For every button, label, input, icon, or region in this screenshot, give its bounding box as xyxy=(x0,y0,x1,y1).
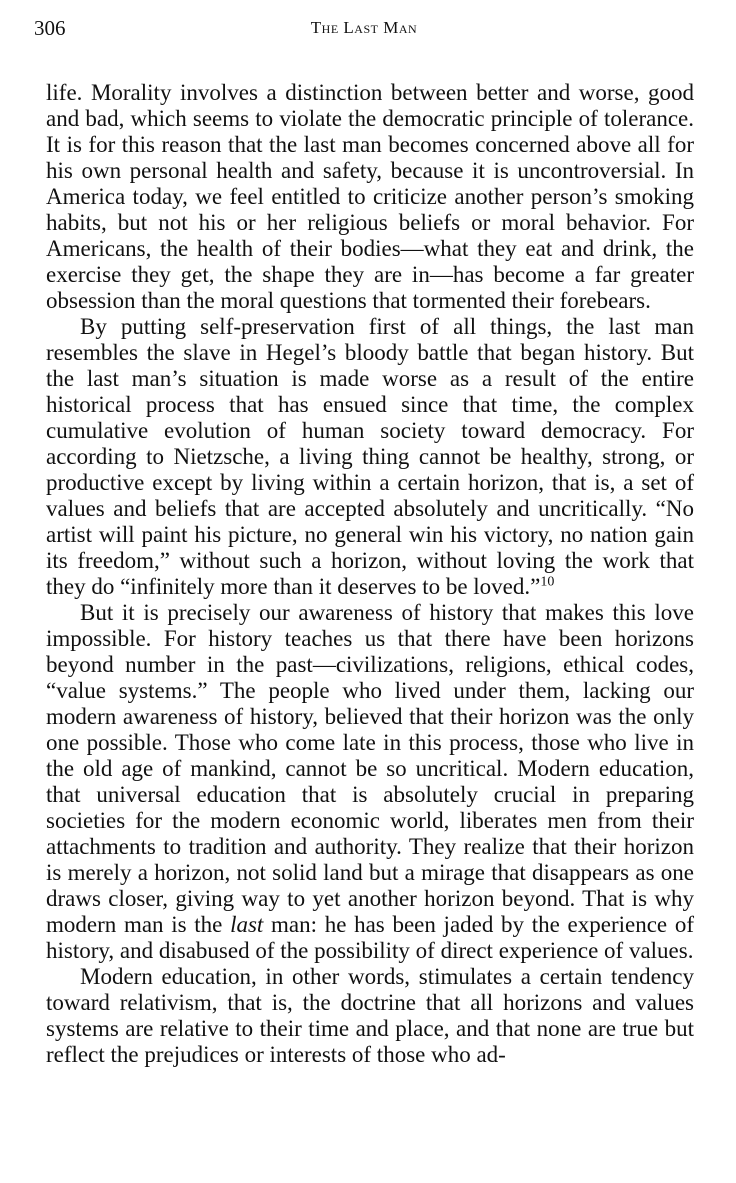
paragraph-2-text: By putting self-preservation first of all things, the last man resembles the slave in Hegel’s bloody battle that began history. But the last man’s situation is made worse as a result of the entire historical process that has ensued since that time, the complex cumulative evolution of human society toward democracy. For according to Nietzsche, a living thing cannot be healthy, strong, or productive except by living within a certain horizon, that is, a set of values and beliefs that are accepted absolutely and uncritically. “No artist will paint his picture, no general win his victory, no nation gain its freedom,” without such a horizon, without loving the work that they do “infinitely more than it deserves to be loved.” xyxy=(46,314,694,599)
paragraph-1-text: life. Morality involves a distinction between better and worse, good and bad, which seems to violate the democratic principle of tolerance. It is for this reason that the last man becomes concerned above all for his own personal health and safety, because it is uncontroversial. In America today, we feel entitled to criticize another person’s smoking habits, but not his or her religious beliefs or moral behavior. For Americans, the health of their bodies—what they eat and drink, the exercise they get, the shape they are in—has become a far greater obsession than the moral questions that tormented their forebears. xyxy=(46,80,694,313)
emphasis-last: last xyxy=(230,912,264,937)
body-text xyxy=(46,80,694,1068)
running-head xyxy=(34,14,694,42)
running-title: The Last Man xyxy=(310,18,418,37)
paragraph-4-text: Modern education, in other words, stimulates a certain tendency toward relativism, that is, the doctrine that all horizons and values systems are relative to their time and place, and that none are true but reflect the prejudices or interests of those who ad- xyxy=(46,964,694,1067)
paragraph-3-text-after: man: he has been jaded by the experience of history, and disabused of the possibility of direct experience of values. xyxy=(46,912,694,963)
paragraph-3 xyxy=(46,600,694,964)
page-number: 306 xyxy=(34,16,66,40)
paragraph-4 xyxy=(46,964,694,1068)
paragraph-1 xyxy=(46,80,694,314)
paragraph-2 xyxy=(46,314,694,600)
footnote-marker: 10 xyxy=(540,574,555,590)
paragraph-3-text-before: But it is precisely our awareness of history that makes this love impossible. For history teaches us that there have been horizons beyond number in the past—civilizations, religions, ethical codes, “value systems.” The people who lived under them, lacking our modern awareness of history, believed that their horizon was the only one possible. Those who come late in this process, those who live in the old age of mankind, cannot be so uncritical. Modern education, that universal education that is absolutely crucial in preparing societies for the modern economic world, liberates men from their attachments to tradition and authority. They realize that their horizon is merely a horizon, not solid land but a mirage that disappears as one draws closer, giving way to yet another horizon beyond. That is why modern man is the xyxy=(46,600,694,937)
